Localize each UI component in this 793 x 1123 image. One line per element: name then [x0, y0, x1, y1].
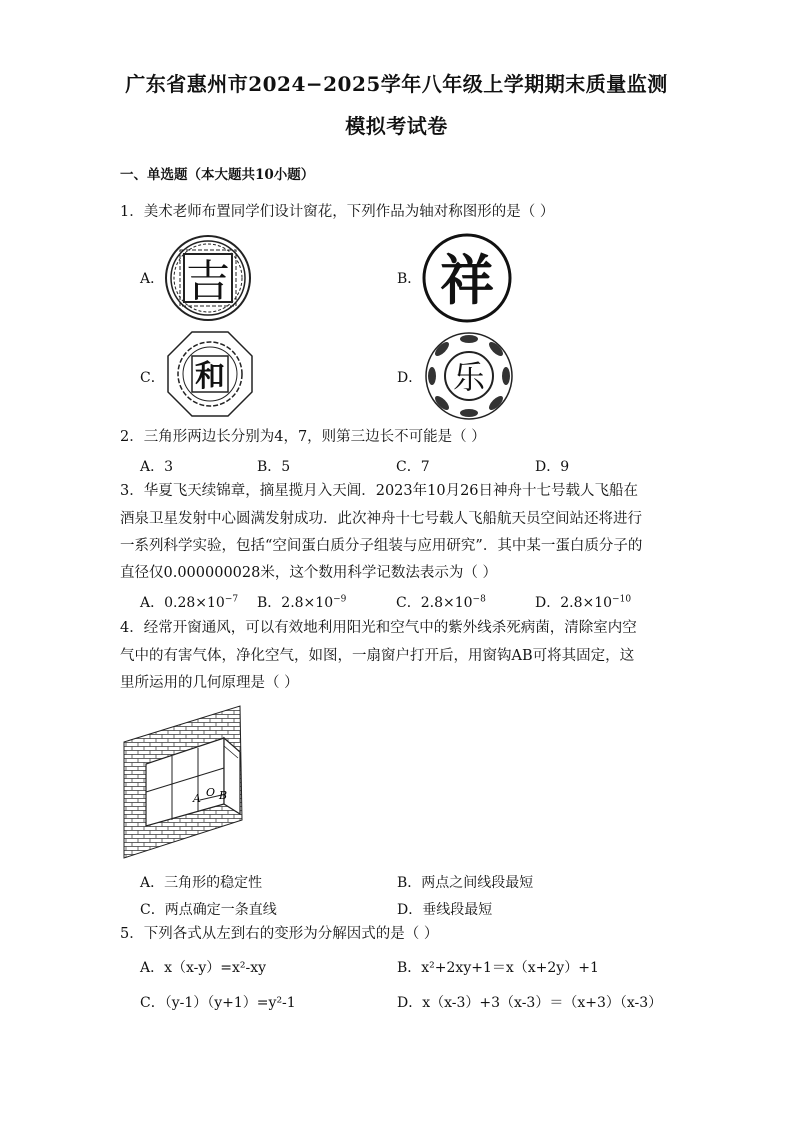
q1-option-b-image [422, 233, 512, 323]
q1-option-b-label: B． [397, 271, 422, 287]
exam-title-line2: 模拟考试卷 [345, 114, 448, 138]
q1-char-he: 和 [195, 359, 225, 394]
q1-option-d-label: D． [397, 370, 423, 386]
q1-option-c-image [166, 330, 254, 418]
q2-option-a: A．3 [140, 459, 174, 475]
question-4-line3: 里所运用的几何原理是（ ） [120, 675, 299, 691]
question-4-line2: 气中的有害气体，净化空气，如图，一扇窗户打开后，用窗钩AB可将其固定，这 [120, 648, 635, 664]
q1-option-a-label: A． [140, 271, 165, 287]
q5-option-a: A．x（x-y）=x²-xy [140, 960, 267, 976]
q4-option-a: A．三角形的稳定性 [140, 875, 263, 891]
q5-option-c: C．（y-1）（y+1）=y²-1 [140, 995, 296, 1011]
q2-option-b: B．5 [257, 459, 291, 475]
q3-options [140, 592, 675, 612]
question-3-line1: 3．华夏飞天续锦章，摘星揽月入天阊．2023年10月26日神舟十七号载人飞船在 [120, 483, 639, 499]
q1-option-a-image [164, 234, 252, 322]
q4-option-c: C．两点确定一条直线 [140, 902, 277, 918]
question-5-text: 5．下列各式从左到右的变形为分解因式的是（ ） [120, 926, 439, 942]
q3-option-d: D．$2.8\times 10^{-10}$ [535, 594, 632, 611]
q1-option-d-image [424, 331, 514, 421]
question-3-line3: 一系列科学实验，包括“空间蛋白质分子组装与应用研究”．其中某一蛋白质分子的 [120, 538, 643, 554]
question-3-line4: 直径仅0.000000028米，这个数用科学记数法表示为（ ） [120, 565, 497, 581]
section-heading: 一、单选题（本大题共10小题） [120, 167, 315, 183]
question-4-line1: 4．经常开窗通风，可以有效地利用阳光和空气中的紫外线杀死病菌，清除室内空 [120, 620, 637, 636]
q3-option-a: A．$0.28\times 10^{-7}$ [140, 594, 239, 611]
q1-option-c-label: C． [140, 370, 165, 386]
q5-option-d: D．x（x-3）+3（x-3）＝（x+3）（x-3） [397, 995, 663, 1011]
fig-label-a: A [193, 792, 201, 805]
q1-char-xiang: 祥 [440, 249, 494, 312]
q2-option-d: D．9 [535, 459, 570, 475]
q1-char-le: 乐 [452, 358, 486, 396]
question-1-text: 1．美术老师布置同学们设计窗花，下列作品为轴对称图形的是（ ） [120, 204, 555, 220]
question-2-text: 2．三角形两边长分别为4，7，则第三边长不可能是（ ） [120, 429, 486, 445]
question-3-line2: 酒泉卫星发射中心圆满发射成功．此次神舟十七号载人飞船航天员空间站还将进行 [120, 511, 642, 527]
q3-option-c: C．$2.8\times 10^{-8}$ [396, 594, 486, 611]
q4-window-figure [120, 702, 248, 860]
q1-char-ji: 吉 [186, 256, 230, 307]
q5-option-b: B．x²+2xy+1＝x（x+2y）+1 [397, 960, 599, 976]
q4-option-d: D．垂线段最短 [397, 902, 493, 918]
q2-option-c: C．7 [396, 459, 430, 475]
q4-option-b: B．两点之间线段最短 [397, 875, 534, 891]
exam-title-line1: 广东省惠州市2024−2025学年八年级上学期期末质量监测 [125, 72, 668, 96]
q2-options [140, 456, 675, 476]
q3-option-b: B．$2.8\times 10^{-9}$ [257, 594, 347, 611]
fig-label-o: O [206, 786, 216, 799]
fig-label-b: B [219, 789, 228, 802]
